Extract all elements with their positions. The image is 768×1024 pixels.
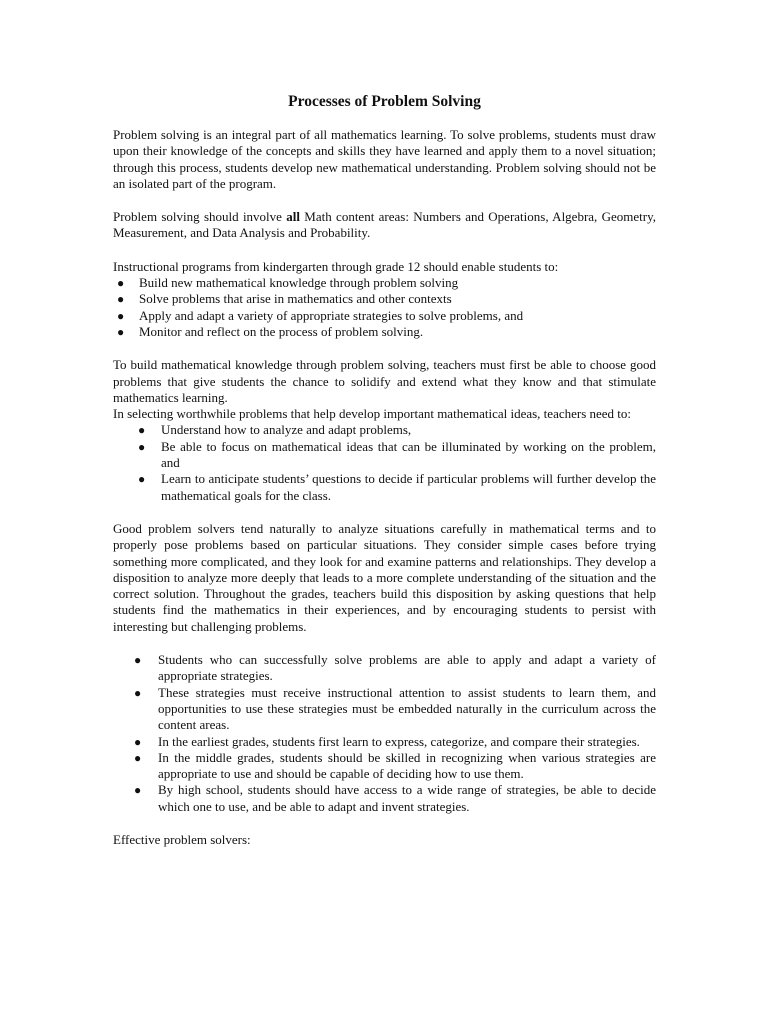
bullet-icon: ●	[138, 423, 146, 438]
bullet-icon: ●	[134, 783, 142, 798]
spacer	[113, 504, 656, 521]
bullet-icon: ●	[117, 308, 125, 323]
list-item	[113, 750, 656, 783]
list-item-text: Solve problems that arise in mathematics and other contexts	[139, 291, 452, 307]
bullet-icon: ●	[117, 324, 125, 339]
spacer	[113, 340, 656, 357]
intro-paragraph: Problem solving is an integral part of all mathematics learning. To solve problems, students must draw upon their knowledge of the concepts and skills they have learned and apply them to a novel situation; through this process, students develop new mathematical understanding. Problem solving should not be an isolated part of the program.	[113, 127, 656, 191]
emphasis-all: all	[286, 209, 300, 225]
list-item-text: Monitor and reflect on the process of problem solving.	[139, 323, 424, 339]
spacer	[113, 815, 656, 832]
build-knowledge-paragraph: To build mathematical knowledge through problem solving, teachers must first be able to choose good problems that give students the chance to solidify and extend what they know and that stimulate mathematics learning.	[113, 357, 656, 405]
list-item	[113, 291, 656, 307]
list-item-text: Understand how to analyze and adapt problems,	[161, 422, 412, 438]
list-item	[113, 652, 656, 685]
bullet-icon: ●	[117, 276, 125, 291]
list-item-text: Students who can successfully solve problems are able to apply and adapt a variety of appropriate strategies.	[158, 652, 656, 684]
bullet-icon: ●	[138, 472, 146, 487]
instructional-goals-list	[113, 275, 656, 340]
bullet-icon: ●	[134, 685, 142, 700]
list-item	[113, 734, 656, 750]
list-item	[113, 422, 656, 438]
list-item-text: Apply and adapt a variety of appropriate strategies to solve problems, and	[139, 307, 524, 323]
bullet-icon: ●	[117, 292, 125, 307]
page-title: Processes of Problem Solving	[288, 93, 481, 110]
list-item-text: Learn to anticipate students’ questions to decide if particular problems will further develop the mathematical goals for the class.	[161, 471, 656, 503]
content-areas-paragraph	[113, 209, 656, 242]
list-item-text: These strategies must receive instructional attention to assist students to learn them, and opportunities to use these strategies must be embedded naturally in the curriculum across the content areas.	[158, 684, 656, 733]
list-item	[113, 275, 656, 291]
list-item-text: Build new mathematical knowledge through problem solving	[139, 275, 459, 291]
teacher-needs-list	[113, 422, 656, 503]
list-item-text: In the middle grades, students should be skilled in recognizing when various strategies are appropriate to use and should be capable of deciding how to use them.	[158, 749, 656, 782]
good-problem-solvers-paragraph: Good problem solvers tend naturally to analyze situations carefully in mathematical terms and to properly pose problems based on particular situations. They consider simple cases before trying something more complicated, and they look for and examine patterns and relationships. They develop a disposition to analyze more deeply that leads to a more complete understanding of the situation and the correct solution. Throughout the grades, teachers build this disposition by asking questions that help students find the mathematics in their experiences, and by encouraging students to persist with interesting but challenging problems.	[113, 520, 656, 634]
bullet-icon: ●	[134, 750, 142, 765]
content-areas-text-end: Math content areas: Numbers and Operations, Algebra, Geometry, Measurement, and Data Analysis and Probability.	[113, 209, 656, 241]
list-item	[113, 308, 656, 324]
list-item	[113, 324, 656, 340]
content-areas-text-start: Problem solving should involve	[113, 209, 287, 225]
document-page	[113, 92, 656, 865]
list-item	[113, 471, 656, 504]
bullet-icon: ●	[134, 734, 142, 749]
instructional-programs-intro: Instructional programs from kindergarten through grade 12 should enable students to:	[113, 258, 559, 274]
list-item	[113, 782, 656, 815]
effective-problem-solvers-heading: Effective problem solvers:	[113, 831, 251, 847]
list-item-text: By high school, students should have access to a wide range of strategies, be able to decide which one to use, and be able to adapt and invent strategies.	[158, 782, 656, 814]
list-item	[113, 685, 656, 734]
bullet-icon: ●	[138, 439, 146, 454]
selecting-problems-paragraph: In selecting worthwhile problems that help develop important mathematical ideas, teachers need to:	[113, 406, 632, 422]
list-item-text: In the earliest grades, students first learn to express, categorize, and compare their strategies.	[158, 733, 640, 749]
list-item-text: Be able to focus on mathematical ideas that can be illuminated by working on the problem, and	[161, 438, 656, 471]
list-item	[113, 439, 656, 472]
strategies-list	[113, 652, 656, 815]
bullet-icon: ●	[134, 653, 142, 668]
